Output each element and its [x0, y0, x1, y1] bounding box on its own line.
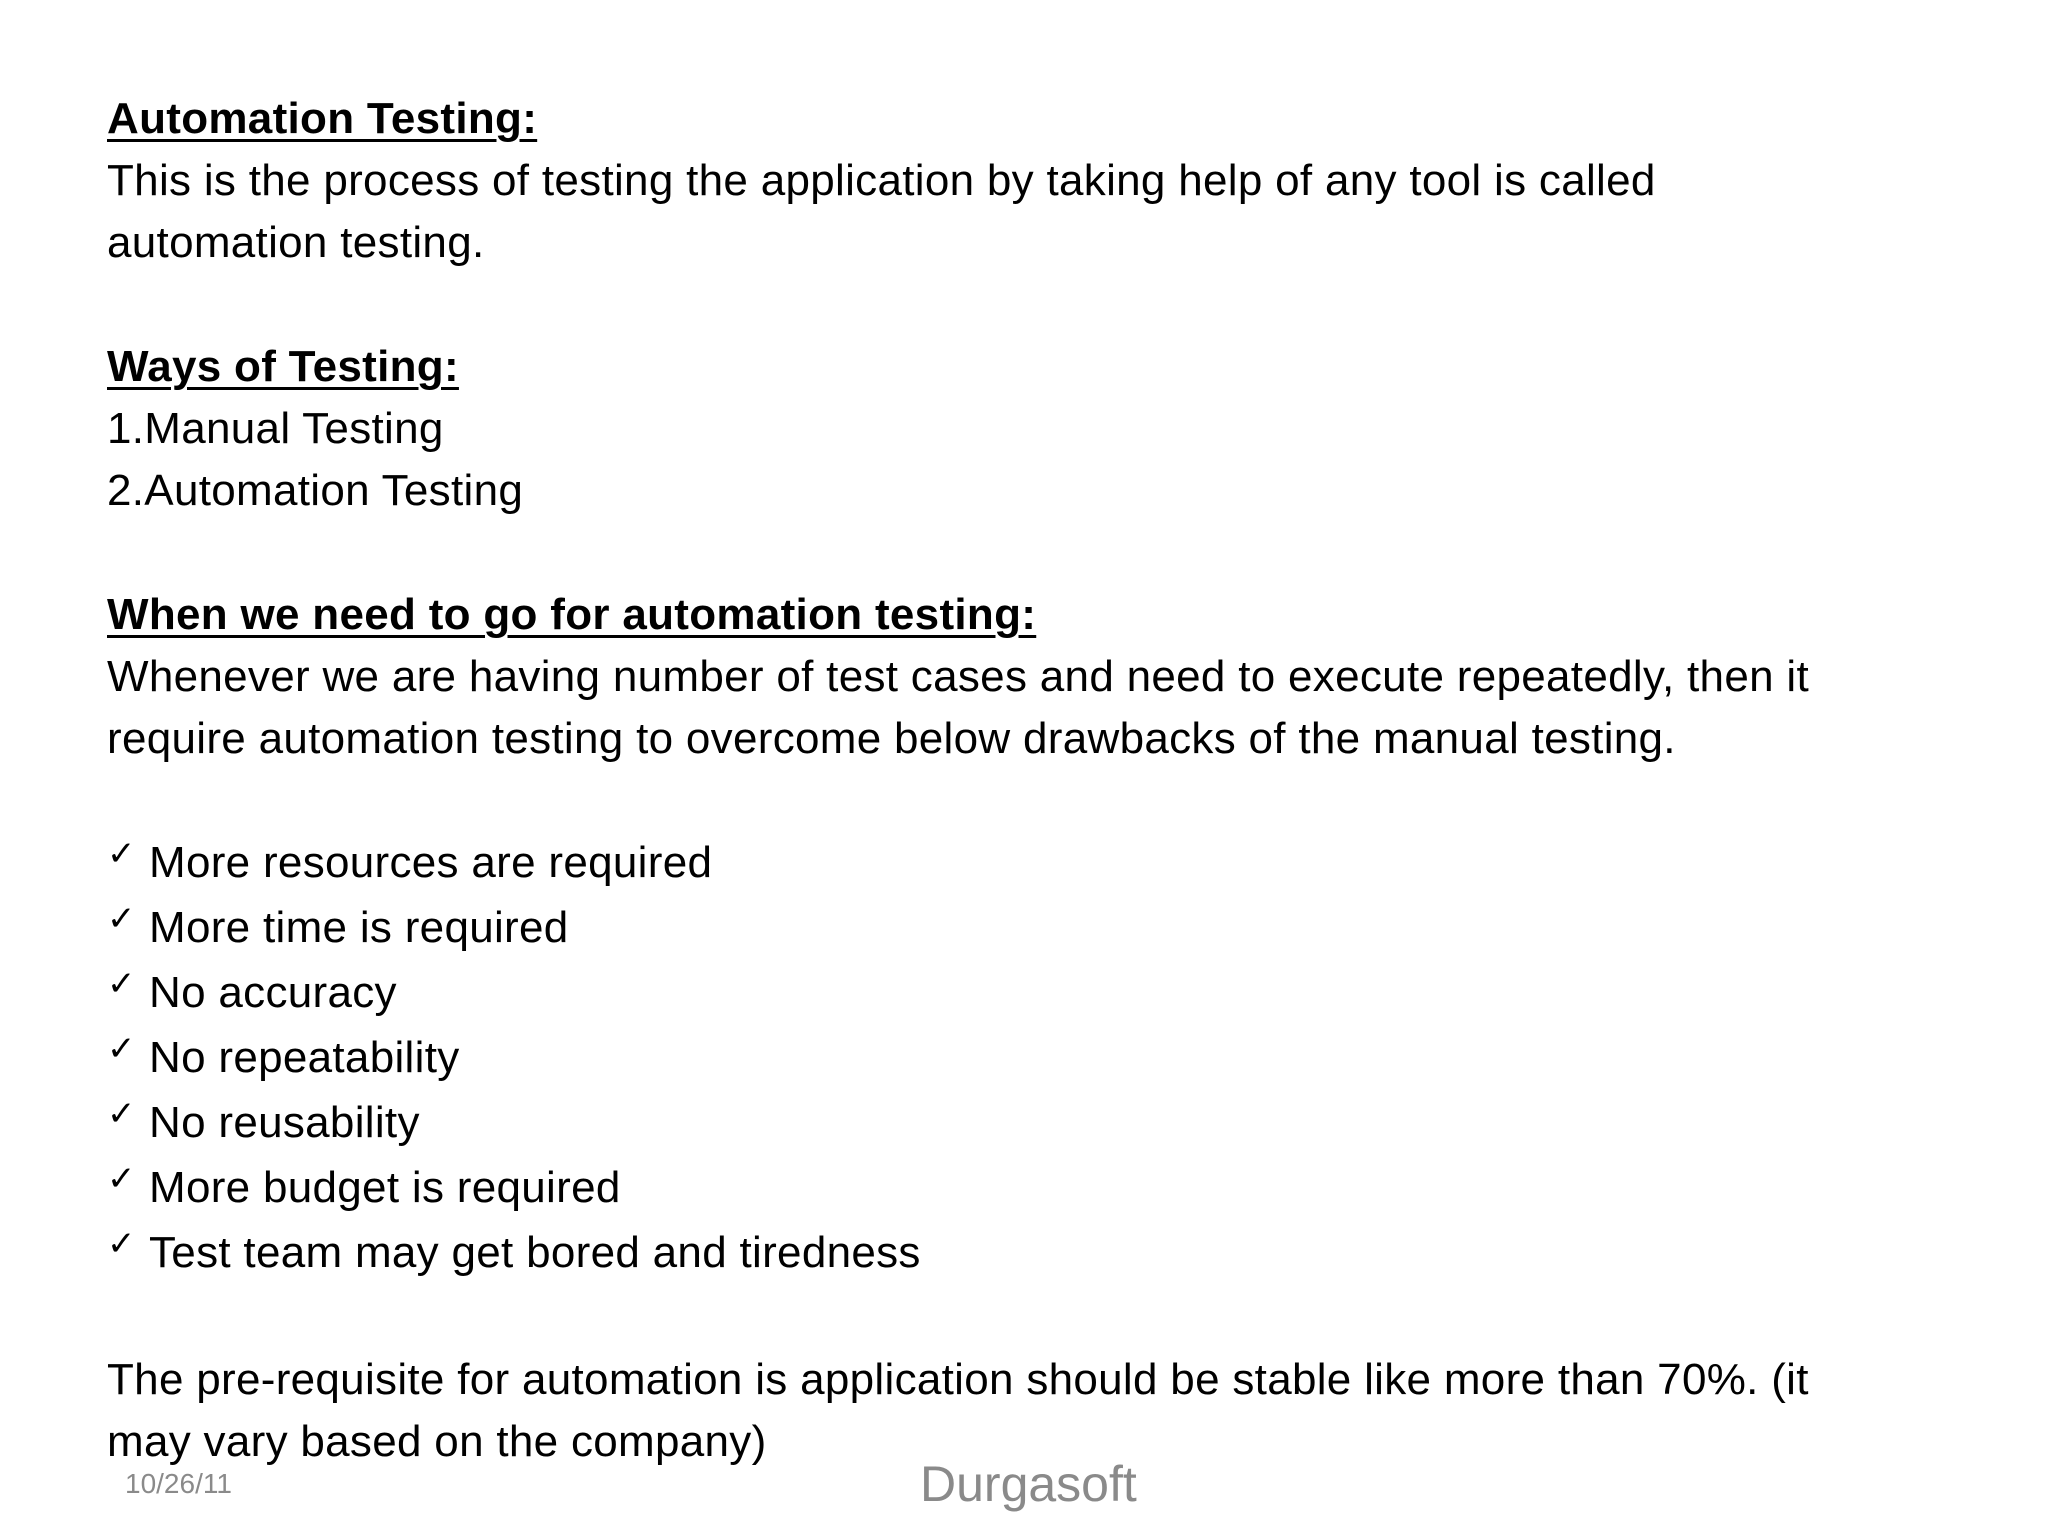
list-item-label: No accuracy	[149, 968, 397, 1017]
list-item	[107, 1222, 1967, 1287]
list-item	[107, 1157, 1967, 1222]
check-icon: ✓	[107, 1030, 136, 1068]
check-icon: ✓	[107, 900, 136, 938]
check-icon: ✓	[107, 1160, 136, 1198]
prerequisite-line-2: may vary based on the company)	[107, 1417, 767, 1466]
drawbacks-list	[107, 832, 1967, 1287]
spacer	[107, 522, 1967, 584]
spacer	[107, 770, 1967, 832]
list-item-label: More resources are required	[149, 838, 713, 887]
footer-brand: Durgasoft	[920, 1456, 1137, 1512]
definition-heading: Automation Testing:	[107, 94, 538, 143]
when-line-2: require automation testing to overcome below drawbacks of the manual testing.	[107, 714, 1676, 763]
list-item	[107, 1027, 1967, 1092]
spacer	[107, 1287, 1967, 1349]
footer-date: 10/26/11	[125, 1468, 232, 1499]
list-item-label: No reusability	[149, 1098, 420, 1147]
ways-item-automation: 2.Automation Testing	[107, 466, 524, 515]
definition-line-2: automation testing.	[107, 218, 485, 267]
when-heading: When we need to go for automation testing:	[107, 590, 1037, 639]
when-line-1: Whenever we are having number of test cases and need to execute repeatedly, then it	[107, 652, 1809, 701]
list-item-label: Test team may get bored and tiredness	[149, 1228, 921, 1277]
definition-line-1: This is the process of testing the application by taking help of any tool is called	[107, 156, 1656, 205]
list-item-label: No repeatability	[149, 1033, 460, 1082]
check-icon: ✓	[107, 835, 136, 873]
check-icon: ✓	[107, 965, 136, 1003]
check-icon: ✓	[107, 1095, 136, 1133]
list-item-label: More time is required	[149, 903, 569, 952]
ways-item-manual: 1.Manual Testing	[107, 404, 444, 453]
list-item	[107, 897, 1967, 962]
slide-content	[107, 88, 1967, 1473]
list-item	[107, 832, 1967, 897]
list-item	[107, 962, 1967, 1027]
list-item-label: More budget is required	[149, 1163, 621, 1212]
spacer	[107, 274, 1967, 336]
prerequisite-line-1: The pre-requisite for automation is application should be stable like more than 70%. (it	[107, 1355, 1809, 1404]
ways-heading: Ways of Testing:	[107, 342, 459, 391]
check-icon: ✓	[107, 1225, 136, 1263]
list-item	[107, 1092, 1967, 1157]
